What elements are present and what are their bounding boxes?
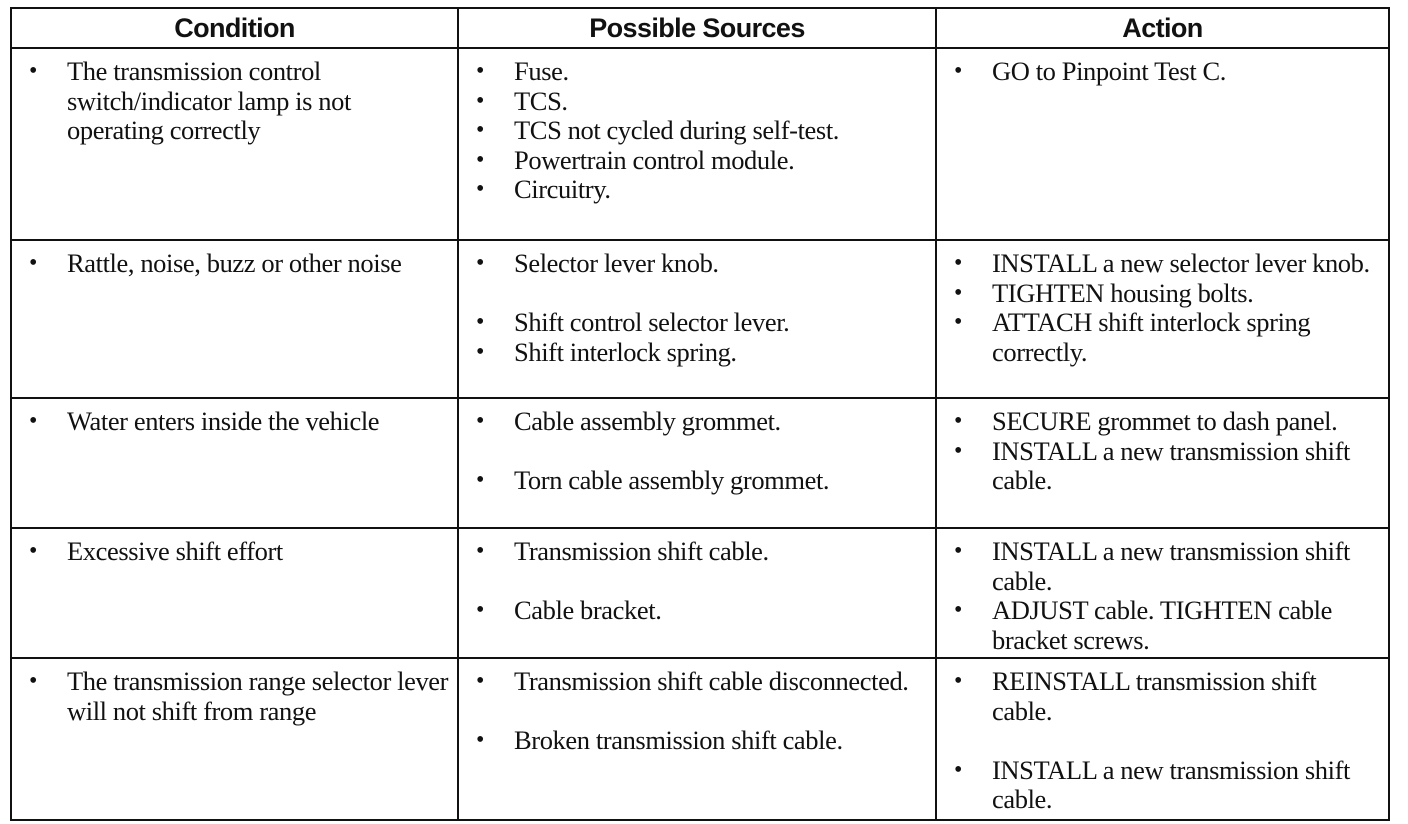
bullet-icon: • bbox=[954, 668, 963, 694]
bullet-icon: • bbox=[476, 146, 485, 173]
list-item bbox=[459, 407, 935, 437]
table-row bbox=[11, 528, 1389, 658]
bullet-icon: • bbox=[476, 597, 485, 623]
source-text: Broken transmission shift cable. bbox=[514, 725, 843, 755]
action-text: INSTALL a new selector lever knob. bbox=[992, 248, 1370, 278]
bullet-icon: • bbox=[954, 408, 963, 434]
list-item bbox=[937, 57, 1388, 87]
bullet-icon: • bbox=[476, 408, 485, 434]
table-row bbox=[11, 48, 1389, 240]
list-item bbox=[12, 407, 457, 437]
sources-cell bbox=[458, 48, 936, 240]
bullet-icon: • bbox=[954, 58, 963, 84]
source-text: Torn cable assembly grommet. bbox=[514, 465, 830, 495]
source-text: Circuitry. bbox=[514, 174, 611, 204]
source-text: Shift control selector lever. bbox=[514, 307, 790, 337]
bullet-icon: • bbox=[476, 250, 485, 276]
sources-cell bbox=[458, 398, 936, 528]
list-item bbox=[937, 308, 1388, 367]
bullet-icon: • bbox=[476, 338, 485, 365]
list-item bbox=[12, 537, 457, 567]
list-item bbox=[937, 756, 1388, 815]
list-item bbox=[937, 437, 1388, 496]
bullet-icon: • bbox=[954, 597, 963, 623]
source-text: Selector lever knob. bbox=[514, 248, 719, 278]
action-cell bbox=[936, 398, 1389, 528]
list-item bbox=[937, 407, 1388, 437]
table-row bbox=[11, 658, 1389, 820]
condition-cell bbox=[11, 658, 458, 820]
action-text: ADJUST cable. TIGHTEN cable bracket screws. bbox=[992, 595, 1332, 655]
list-item bbox=[459, 116, 935, 146]
list-item bbox=[12, 667, 457, 726]
bullet-icon: • bbox=[954, 538, 963, 564]
bullet-icon: • bbox=[954, 437, 963, 464]
action-text: INSTALL a new transmission shift cable. bbox=[992, 435, 1350, 495]
table-row bbox=[11, 240, 1389, 398]
source-text: TCS. bbox=[514, 85, 568, 116]
condition-cell bbox=[11, 528, 458, 658]
source-text: Shift interlock spring. bbox=[514, 336, 737, 367]
list-item bbox=[937, 279, 1388, 309]
list-item bbox=[459, 338, 935, 368]
list-item bbox=[459, 146, 935, 176]
bullet-icon: • bbox=[476, 668, 485, 694]
action-text: GO to Pinpoint Test C. bbox=[992, 56, 1227, 86]
condition-cell bbox=[11, 240, 458, 398]
list-item bbox=[459, 249, 935, 279]
condition-cell bbox=[11, 48, 458, 240]
diagnosis-table bbox=[10, 7, 1390, 821]
bullet-icon: • bbox=[29, 538, 38, 564]
bullet-icon: • bbox=[954, 756, 963, 783]
bullet-icon: • bbox=[954, 250, 963, 276]
action-text: TIGHTEN housing bolts. bbox=[992, 277, 1254, 308]
bullet-icon: • bbox=[29, 58, 38, 84]
action-cell bbox=[936, 48, 1389, 240]
bullet-icon: • bbox=[476, 309, 485, 335]
sources-cell bbox=[458, 240, 936, 398]
bullet-icon: • bbox=[954, 309, 963, 335]
source-text: Powertrain control module. bbox=[514, 144, 795, 175]
list-item bbox=[459, 175, 935, 205]
list-item bbox=[459, 726, 935, 756]
header-action: Action bbox=[936, 8, 1389, 48]
action-text: INSTALL a new transmission shift cable. bbox=[992, 536, 1350, 596]
table-row bbox=[11, 398, 1389, 528]
list-item bbox=[459, 57, 935, 87]
bullet-icon: • bbox=[476, 87, 485, 114]
action-cell bbox=[936, 528, 1389, 658]
list-item bbox=[12, 249, 457, 279]
source-text: Transmission shift cable disconnected. bbox=[514, 666, 909, 696]
sources-cell bbox=[458, 528, 936, 658]
source-text: Fuse. bbox=[514, 56, 569, 86]
source-text: TCS not cycled during self-test. bbox=[514, 115, 840, 145]
condition-text: The transmission range selector lever will not shift from range bbox=[67, 666, 449, 726]
condition-text: Rattle, noise, buzz or other noise bbox=[67, 248, 402, 278]
source-text: Cable bracket. bbox=[514, 595, 662, 625]
sources-cell bbox=[458, 658, 936, 820]
list-item bbox=[459, 466, 935, 496]
bullet-icon: • bbox=[476, 467, 485, 493]
bullet-icon: • bbox=[29, 250, 38, 276]
header-possible-sources: Possible Sources bbox=[458, 8, 936, 48]
source-text: Cable assembly grommet. bbox=[514, 406, 781, 436]
list-item bbox=[459, 537, 935, 567]
header-row bbox=[11, 8, 1389, 48]
bullet-icon: • bbox=[476, 117, 485, 143]
list-item bbox=[459, 87, 935, 117]
condition-text: Excessive shift effort bbox=[67, 536, 283, 566]
action-text: SECURE grommet to dash panel. bbox=[992, 406, 1338, 436]
condition-text: The transmission control switch/indicator lamp is not operating correctly bbox=[67, 56, 351, 145]
condition-text: Water enters inside the vehicle bbox=[67, 406, 380, 436]
bullet-icon: • bbox=[954, 279, 963, 306]
source-text: Transmission shift cable. bbox=[514, 536, 769, 566]
action-text: INSTALL a new transmission shift cable. bbox=[992, 754, 1350, 814]
bullet-icon: • bbox=[476, 58, 485, 84]
list-item bbox=[459, 667, 935, 697]
list-item bbox=[937, 667, 1388, 726]
condition-cell bbox=[11, 398, 458, 528]
bullet-icon: • bbox=[476, 538, 485, 564]
list-item bbox=[937, 596, 1388, 655]
header-condition: Condition bbox=[11, 8, 458, 48]
bullet-icon: • bbox=[29, 668, 38, 694]
bullet-icon: • bbox=[476, 727, 485, 753]
list-item bbox=[937, 249, 1388, 279]
list-item bbox=[12, 57, 457, 146]
action-cell bbox=[936, 240, 1389, 398]
list-item bbox=[459, 308, 935, 338]
action-text: ATTACH shift interlock spring correctly. bbox=[992, 307, 1311, 367]
action-cell bbox=[936, 658, 1389, 820]
list-item bbox=[459, 596, 935, 626]
action-text: REINSTALL transmission shift cable. bbox=[992, 666, 1317, 726]
bullet-icon: • bbox=[29, 408, 38, 434]
list-item bbox=[937, 537, 1388, 596]
bullet-icon: • bbox=[476, 176, 485, 202]
